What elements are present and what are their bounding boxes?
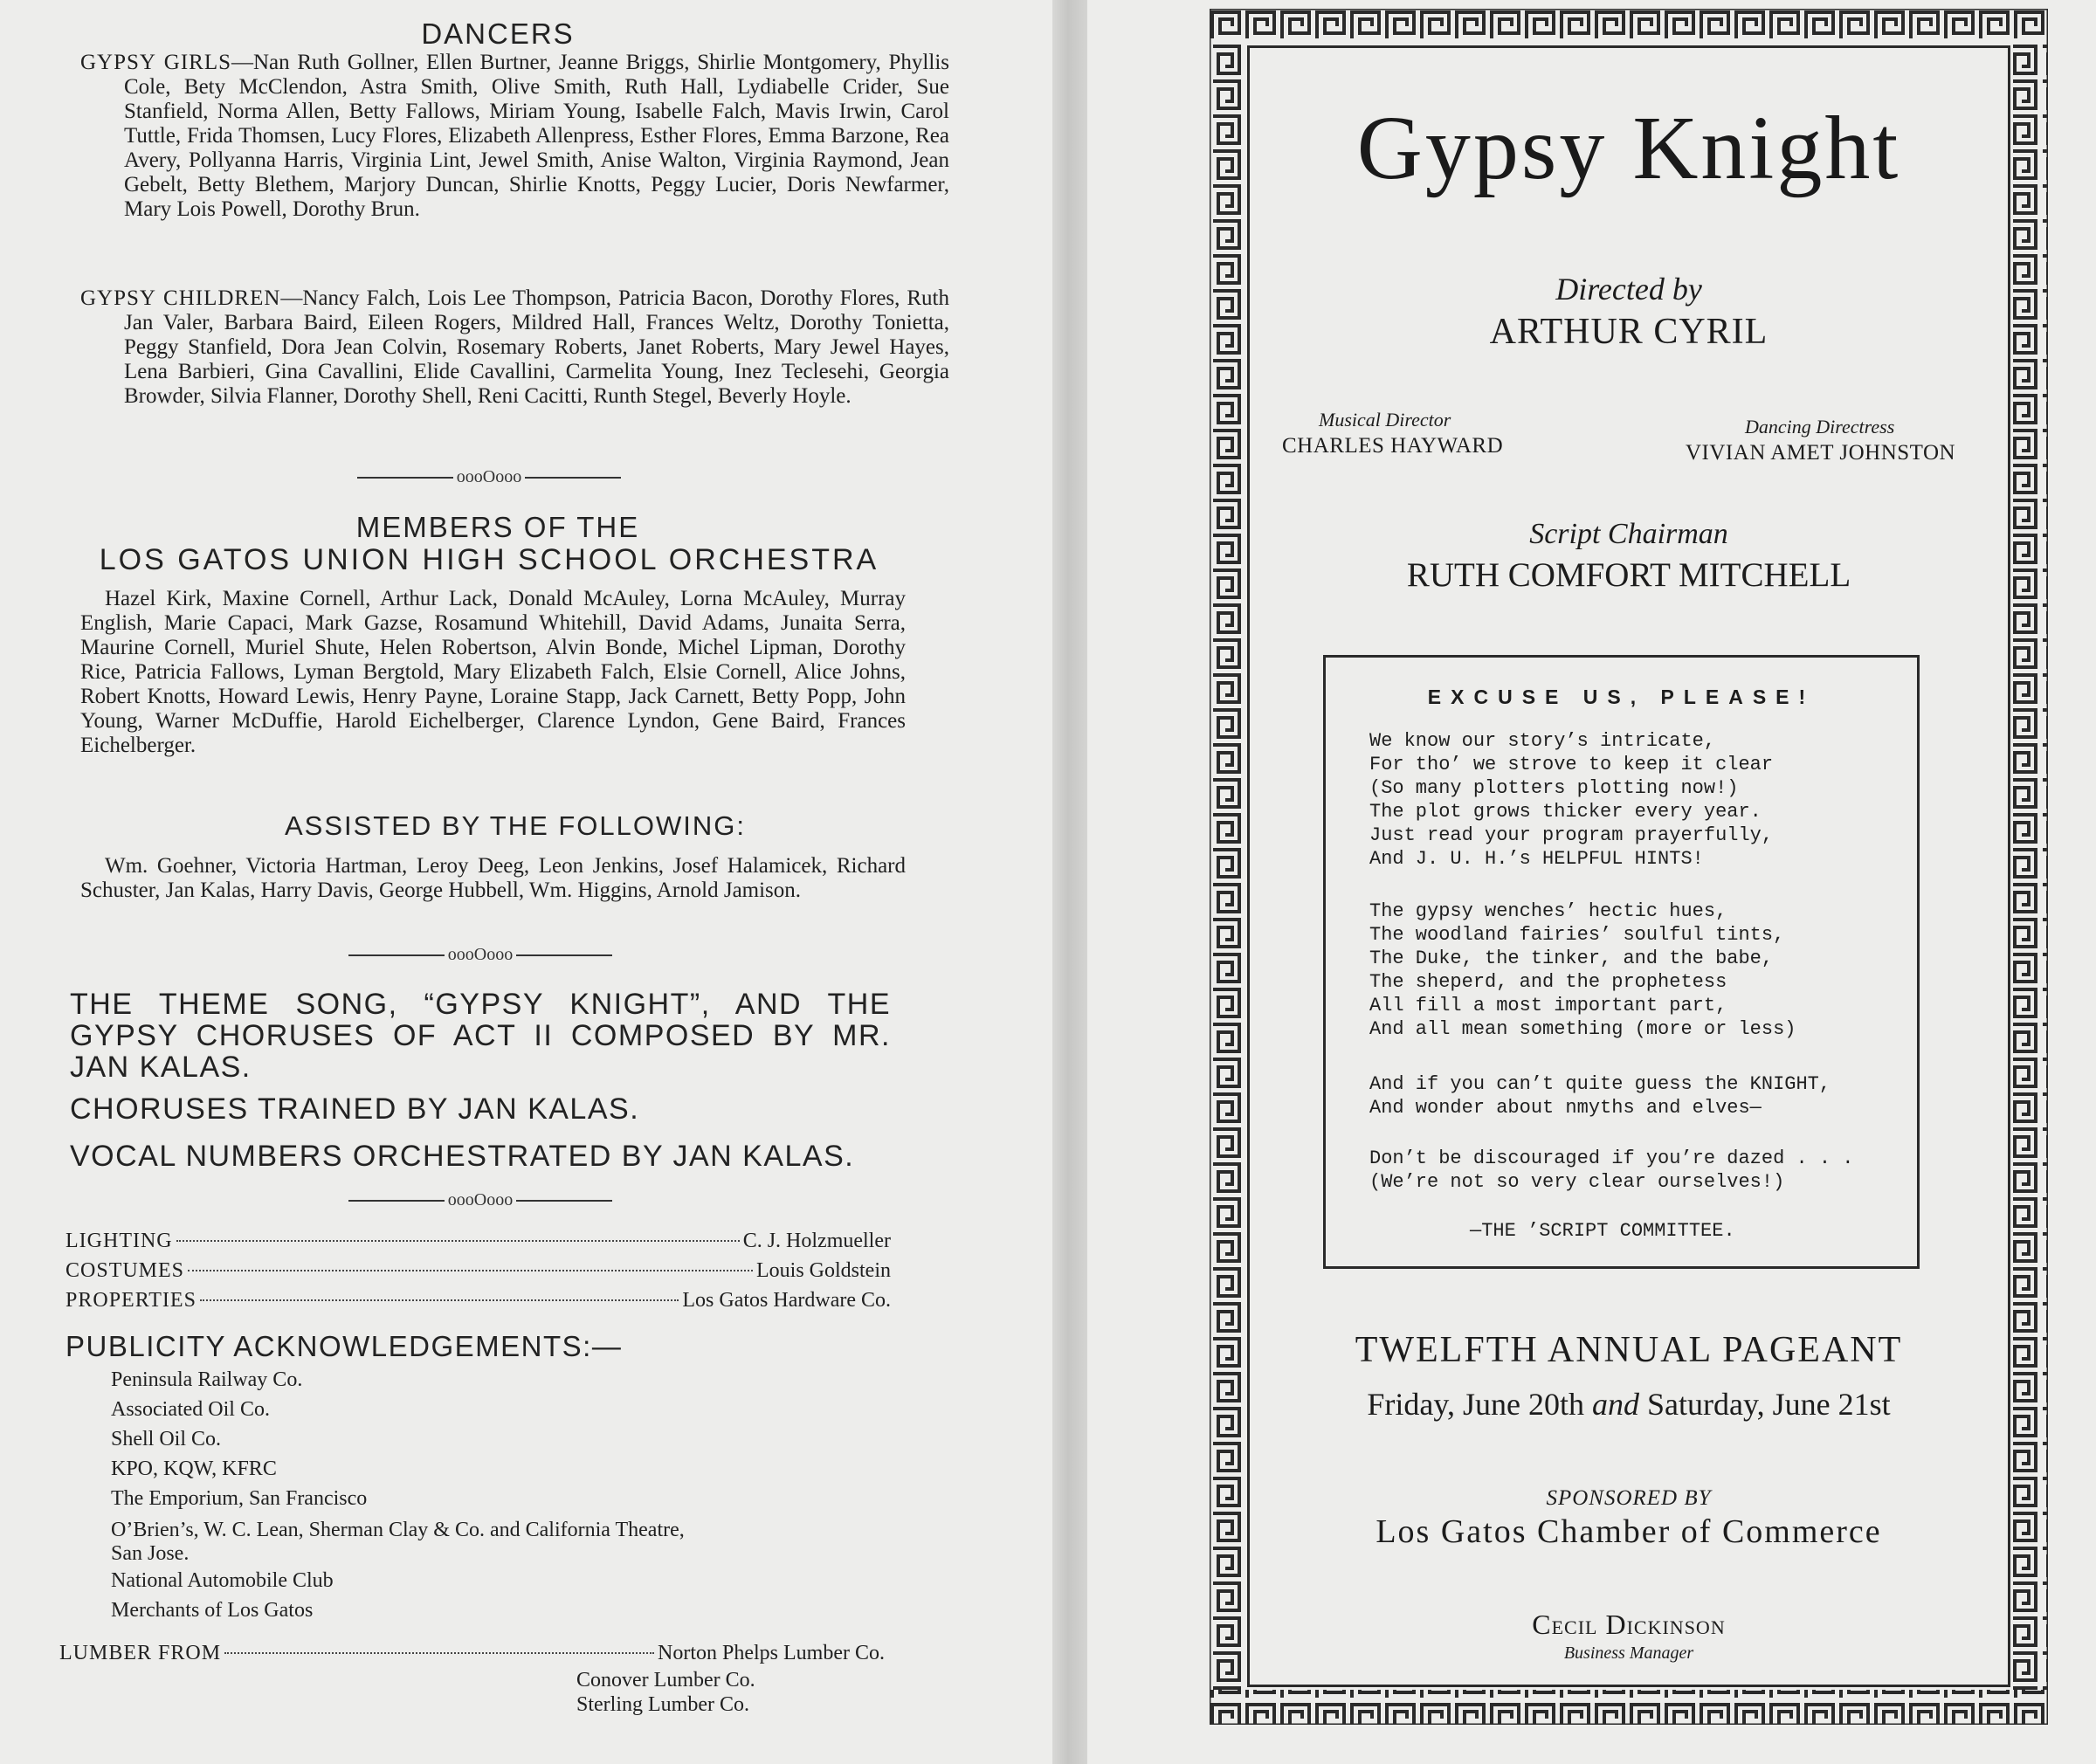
lumber-supplier: Norton Phelps Lumber Co. [658, 1642, 885, 1664]
poem-line: And J. U. H.’s HELPFUL HINTS! [1369, 848, 1704, 870]
pageant-date-and: and [1592, 1387, 1639, 1422]
poem-line: Just read your program prayerfully, [1369, 824, 1774, 846]
divider-1: oooOooo [332, 467, 646, 487]
script-chairman-label: Script Chairman [1529, 518, 1728, 550]
orchestra-members: Hazel Kirk, Maxine Cornell, Arthur Lack, Donald McAuley, Lorna McAuley, Murray English, Marie Capaci, Mark Gazse, Rosamund Whitehill, David Adams, Junaita Serra, Maurine Cornell, Muriel Shute, Helen Robertson, Alvin Bonde, Michel Lipman, Dorothy Rice, Patricia Fallows, Lyman Bergtold, Mary Elizabeth Falch, Elsie Cornell, Alice Johns, Robert Knotts, Howard Lewis, Henry Payne, Loraine Stapp, Jack Carnett, Betty Popp, John Young, Warner McDuffie, Harold Eichelberger, Clarence Lyndon, Gene Baird, Frances Eichelberger. [80, 587, 906, 757]
credit-row-lighting [66, 1230, 891, 1253]
credit-label: COSTUMES [66, 1259, 185, 1282]
credit-value: Louis Goldstein [756, 1259, 891, 1282]
gypsy-girls-label: GYPSY GIRLS [80, 51, 231, 74]
poem-line: The woodland fairies’ soulful tints, [1369, 924, 1785, 946]
poem-line: For tho’ we strove to keep it clear [1369, 754, 1774, 775]
publicity-item: Associated Oil Co. [111, 1398, 270, 1421]
publicity-item: National Automobile Club [111, 1569, 334, 1592]
dancing-directress-label: Dancing Directress [1745, 416, 1895, 438]
publicity-item: Merchants of Los Gatos [111, 1599, 314, 1622]
lumber-label: LUMBER FROM [59, 1642, 222, 1664]
poem-line: (So many plotters plotting now!) [1369, 777, 1739, 799]
script-chairman-name: RUTH COMFORT MITCHELL [1406, 556, 1851, 594]
poem-line: (We’re not so very clear ourselves!) [1369, 1171, 1785, 1193]
poem-box [1323, 655, 1920, 1269]
poem-line: And if you can’t quite guess the KNIGHT, [1369, 1073, 1831, 1095]
publicity-item: The Emporium, San Francisco [111, 1487, 368, 1510]
pageant-date-saturday: Saturday, June 21st [1647, 1387, 1891, 1422]
orchestra-heading-line2: LOS GATOS UNION HIGH SCHOOL ORCHESTRA [99, 543, 879, 576]
dancers-heading: DANCERS [421, 17, 575, 50]
poem-signature: —THE ’SCRIPT COMMITTEE. [1470, 1220, 1735, 1242]
credit-label: LIGHTING [66, 1230, 173, 1252]
credit-row-properties [66, 1289, 891, 1313]
assisted-heading: ASSISTED BY THE FOLLOWING: [284, 810, 747, 841]
credit-label: PROPERTIES [66, 1289, 196, 1312]
publicity-item: O’Brien’s, W. C. Lean, Sherman Clay & Co. and California Theatre, [111, 1519, 685, 1541]
publicity-item: KPO, KQW, KFRC [111, 1457, 277, 1480]
pageant-date-friday: Friday, June 20th [1367, 1387, 1584, 1422]
poem-title: EXCUSE US, PLEASE! [1427, 686, 1816, 708]
pageant-dates [1262, 1386, 1996, 1423]
sponsor-name: Los Gatos Chamber of Commerce [1376, 1513, 1882, 1550]
program-title: Gypsy Knight [1356, 98, 1901, 198]
credit-row-costumes [66, 1259, 891, 1283]
vocal-credit: VOCAL NUMBERS ORCHESTRATED BY JAN KALAS. [70, 1140, 855, 1173]
publicity-heading: PUBLICITY ACKNOWLEDGEMENTS:— [66, 1330, 623, 1362]
publicity-item: Shell Oil Co. [111, 1428, 222, 1450]
lumber-row [59, 1642, 885, 1665]
publicity-item: Peninsula Railway Co. [111, 1368, 303, 1391]
theme-song-credit: THE THEME SONG, “GYPSY KNIGHT”, AND THE GYPSY CHORUSES OF ACT II COMPOSED BY MR. JAN KALAS. [70, 988, 891, 1084]
poem-line: Don’t be discouraged if you’re dazed . . . [1369, 1147, 1854, 1169]
choruses-credit: CHORUSES TRAINED BY JAN KALAS. [70, 1092, 640, 1126]
page-fold [1052, 0, 1087, 1764]
dancing-directress-name: VIVIAN AMET JOHNSTON [1686, 441, 1956, 465]
poem-line: The plot grows thicker every year. [1369, 801, 1762, 823]
divider-3: oooOooo [323, 1190, 638, 1210]
divider-2: oooOooo [323, 945, 638, 965]
poem-line: The sheperd, and the prophetess [1369, 971, 1727, 993]
lumber-supplier: Conover Lumber Co. [576, 1669, 755, 1692]
poem-line: We know our story’s intricate, [1369, 730, 1716, 752]
director-name: ARTHUR CYRIL [1489, 312, 1768, 352]
gypsy-girls-names: —Nan Ruth Gollner, Ellen Burtner, Jeanne Briggs, Shirlie Montgomery, Phyllis Cole, Bety McClendon, Astra Smith, Olive Smith, Ruth Hall, Lydiabelle Crider, Sue Stanfield, Norma Allen, Betty Fallows, Miriam Young, Isabelle Falch, Mavis Irwin, Carol Tuttle, Frida Thomsen, Lucy Flores, Elizabeth Allenpress, Esther Flores, Emma Barzone, Rea Avery, Pollyanna Harris, Virginia Lint, Jewel Smith, Anise Walton, Virginia Raymond, Jean Gebelt, Betty Blethem, Marjory Duncan, Shirlie Knotts, Peggy Lucier, Doris Newfarmer, Mary Lois Powell, Dorothy Brun. [124, 51, 949, 221]
poem-line: The Duke, the tinker, and the babe, [1369, 947, 1774, 969]
assisted-names: Wm. Goehner, Victoria Hartman, Leroy Deeg, Leon Jenkins, Josef Halamicek, Richard Schuster, Jan Kalas, Harry Davis, George Hubbell, Wm. Higgins, Arnold Jamison. [80, 854, 906, 902]
gypsy-children-names: —Nancy Falch, Lois Lee Thompson, Patricia Bacon, Dorothy Flores, Ruth Jan Valer, Barbara Baird, Eileen Rogers, Mildred Hall, Frances Weltz, Dorothy Tonietta, Peggy Stanfield, Dora Jean Colvin, Rosemary Roberts, Janet Roberts, Mary Jewel Hayes, Lena Barbieri, Gina Cavallini, Elide Cavallini, Carmelita Young, Inez Teclesehi, Georgia Browder, Silvia Flanner, Dorothy Shell, Reni Cacitti, Runth Stegel, Beverly Hoyle. [124, 286, 949, 408]
publicity-item: San Jose. [111, 1542, 190, 1565]
pageant-title: TWELFTH ANNUAL PAGEANT [1355, 1330, 1903, 1370]
poem-line: And wonder about nmyths and elves— [1369, 1097, 1762, 1119]
credit-value: C. J. Holzmueller [742, 1230, 891, 1252]
poem-line: And all mean something (more or less) [1369, 1018, 1796, 1040]
publicity-list [111, 1365, 685, 1625]
orchestra-heading-line1: MEMBERS OF THE [355, 511, 640, 543]
gypsy-girls-list [80, 51, 949, 222]
directed-by-label: Directed by [1555, 272, 1702, 307]
lumber-other-suppliers [576, 1668, 755, 1717]
business-manager-title: Business Manager [1563, 1643, 1694, 1663]
sponsored-by-label: SPONSORED BY [1546, 1486, 1712, 1510]
poem-line: The gypsy wenches’ hectic hues, [1369, 900, 1727, 922]
gypsy-children-list [80, 286, 949, 409]
poem-line: All fill a most important part, [1369, 995, 1727, 1016]
gypsy-children-label: GYPSY CHILDREN [80, 286, 281, 310]
credit-value: Los Gatos Hardware Co. [682, 1289, 891, 1312]
business-manager-name: Cecil Dickinson [1532, 1609, 1726, 1640]
musical-director-name: CHARLES HAYWARD [1282, 434, 1504, 458]
musical-director-label: Musical Director [1319, 409, 1451, 431]
lumber-supplier: Sterling Lumber Co. [576, 1693, 749, 1716]
